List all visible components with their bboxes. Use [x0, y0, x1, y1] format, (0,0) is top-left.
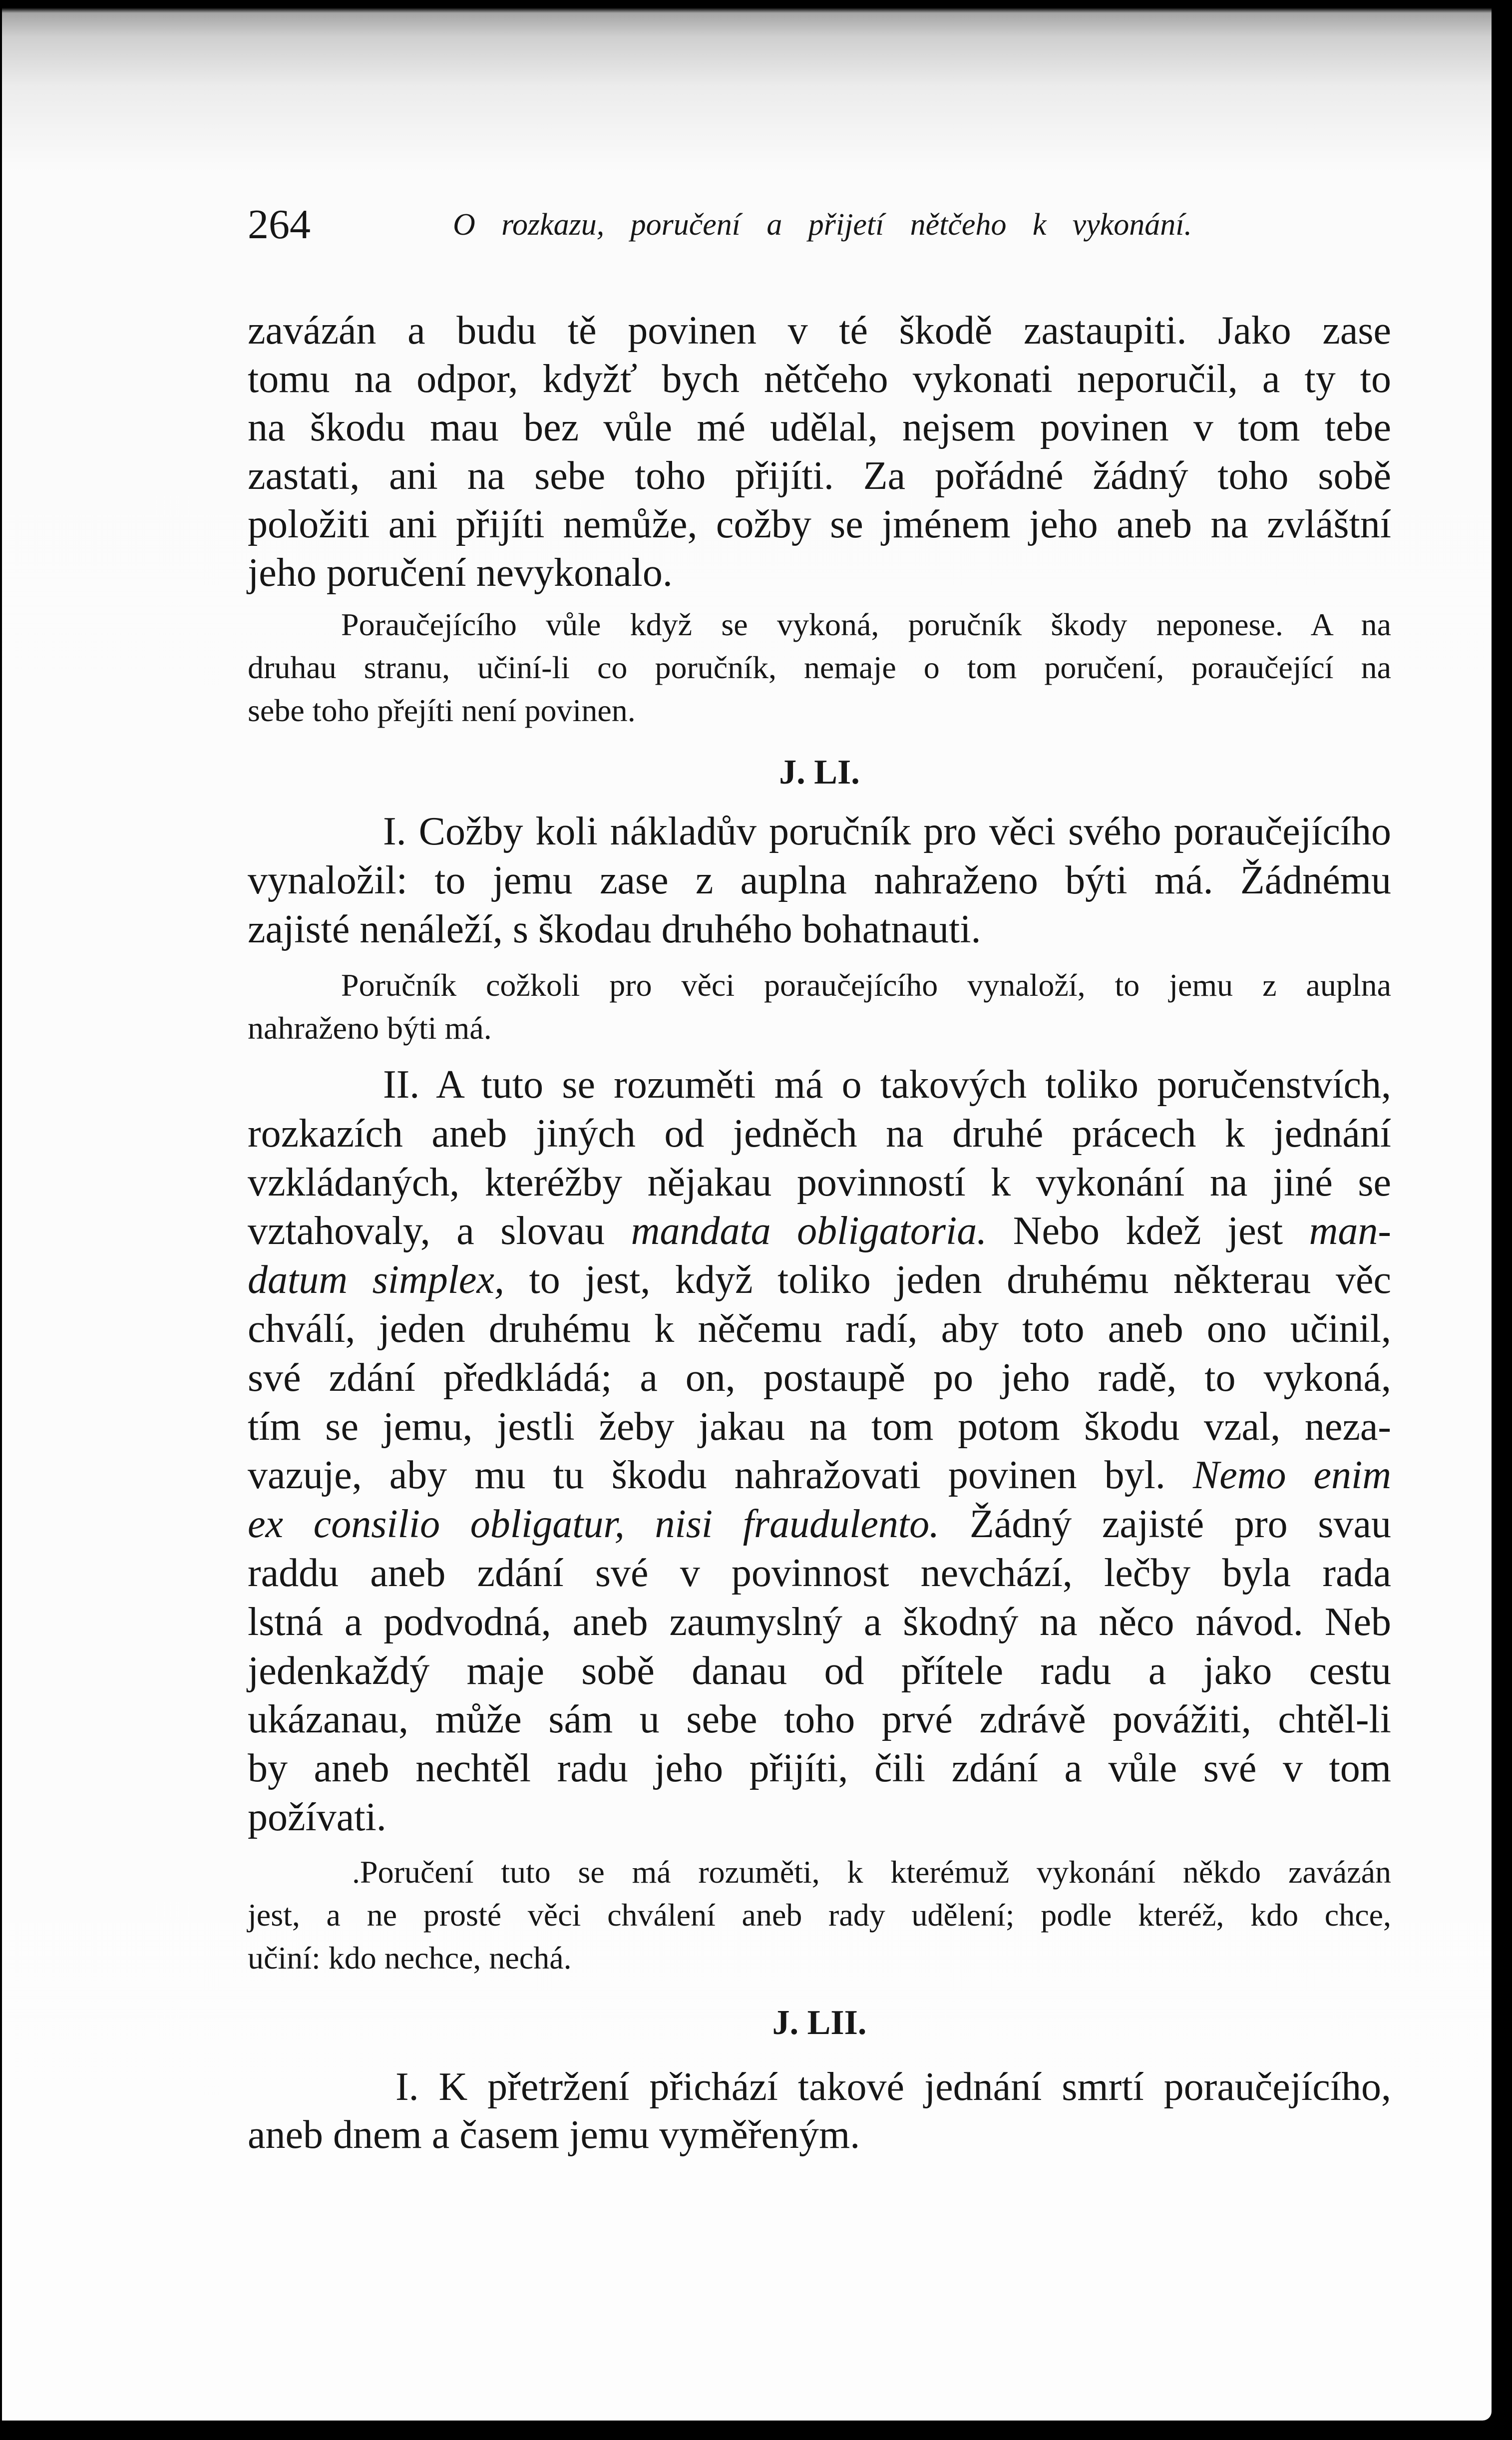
text-line — [248, 1207, 1391, 1256]
text-line: I. K přetržení přichází takové jednání smrtí poraučejícího, — [395, 2065, 1391, 2109]
text-line: lstná a podvodná, aneb zaumyslný a škodný na něco návod. Neb — [248, 1600, 1391, 1644]
footnote-summary — [248, 1851, 1391, 1980]
page-number: 264 — [248, 201, 311, 248]
text-line: ukázanau, může sám u sebe toho prvé zdrávě povážiti, chtěl-li — [248, 1697, 1391, 1742]
text-line — [248, 1451, 1391, 1500]
text-line: zastati, ani na sebe toho přijíti. Za pořádné žádný toho sobě — [248, 454, 1391, 498]
text-segment: Nebo kdež jest — [987, 1209, 1309, 1253]
footnote-summary — [248, 603, 1391, 732]
text-line: sebe toho přejíti není povinen. — [248, 693, 636, 728]
text-line: jest, a ne prosté věci chválení aneb rady udělení; podle kteréž, kdo chce, — [248, 1897, 1391, 1933]
paragraph — [248, 1061, 1391, 1842]
text-line: Poručník cožkoli pro věci poraučejícího vynaloží, to jemu z auplna — [341, 967, 1391, 1003]
text-line: položiti ani přijíti nemůže, cožby se jménem jeho aneb na zvláštní — [248, 502, 1391, 546]
section-heading — [248, 750, 1391, 795]
latin-italic-text: datum simplex, — [248, 1258, 504, 1302]
text-line: své zdání předkládá; a on, postaupě po jeho radě, to vykoná, — [248, 1355, 1391, 1400]
text-line: chválí, jeden druhému k něčemu radí, aby toto aneb ono učinil, — [248, 1306, 1391, 1351]
text-segment: vazuje, aby mu tu škodu nahražovati povinen byl. — [248, 1453, 1193, 1498]
running-title: O rozkazu, poručení a přijetí nětčeho k vykonání. — [453, 208, 1192, 242]
paragraph — [248, 2063, 1391, 2159]
text-line: jedenkaždý maje sobě danau od přítele radu a jako cestu — [248, 1648, 1391, 1693]
text-line — [248, 1256, 1391, 1305]
text-line: J. LI. — [779, 753, 860, 792]
text-line: nahraženo býti má. — [248, 1010, 492, 1046]
text-line: tomu na odpor, kdyžť bych nětčeho vykonati neporučil, a ty to — [248, 357, 1391, 401]
text-line: jeho poručení nevykonalo. — [248, 551, 673, 595]
text-line: raddu aneb zdání své v povinnost nevchází, lečby byla rada — [248, 1551, 1391, 1595]
text-line: J. LII. — [772, 2004, 867, 2042]
text-line: by aneb nechtěl radu jeho přijíti, čili zdání a vůle své v tom — [248, 1746, 1391, 1791]
paragraph — [248, 307, 1391, 597]
text-line: II. A tuto se rozuměti má o takových toliko poručenstvích, — [383, 1063, 1391, 1107]
text-line: .Poručení tuto se má rozuměti, k kterémuž vykonání někdo zavázán — [352, 1854, 1391, 1890]
book-page — [2, 7, 1492, 2421]
text-segment: vztahovaly, a slovau — [248, 1209, 631, 1253]
text-line: na škodu mau bez vůle mé udělal, nejsem povinen v tom tebe — [248, 406, 1391, 449]
latin-italic-text: mandata obligatoria. — [631, 1209, 987, 1253]
text-segment: Žádný zajisté pro svau — [939, 1502, 1391, 1547]
text-segment: to jest, když toliko jeden druhému některau věc — [504, 1258, 1392, 1302]
text-line: zavázán a budu tě povinen v té škodě zastaupiti. Jako zase — [248, 309, 1391, 353]
text-line: tím se jemu, jestli žeby jakau na tom potom škodu vzal, neza- — [248, 1404, 1391, 1449]
section-heading — [248, 2001, 1391, 2045]
latin-italic-text: ex consilio obligatur, nisi fraudulento. — [248, 1502, 940, 1547]
latin-italic-text: Nemo enim — [1192, 1453, 1391, 1498]
text-line: vynaložil: to jemu zase z auplna nahraženo býti má. Žádnému — [248, 858, 1391, 902]
text-line: rozkazích aneb jiných od jedněch na druhé prácech k jednání — [248, 1111, 1391, 1156]
text-line: požívati. — [248, 1795, 386, 1839]
text-line: druhau stranu, učiní-li co poručník, nemaje o tom poručení, poraučející na — [248, 650, 1391, 685]
text-line: zajisté nenáleží, s škodau druhého bohatnauti. — [248, 907, 981, 951]
text-line: I. Cožby koli nákladův poručník pro věci svého poraučejícího — [383, 810, 1391, 853]
text-line: učiní: kdo nechce, nechá. — [248, 1940, 572, 1976]
text-line: aneb dnem a časem jemu vyměřeným. — [248, 2113, 860, 2157]
text-line — [248, 1500, 1391, 1549]
scan-top-edge — [0, 0, 1512, 13]
text-line: Poraučejícího vůle když se vykoná, poručník škody neponese. A na — [341, 607, 1391, 642]
paragraph — [248, 807, 1391, 954]
latin-italic-text: man- — [1309, 1209, 1392, 1253]
footnote-summary — [248, 964, 1391, 1050]
text-line: vzkládaných, kteréžby nějakau povinností k vykonání na jiné se — [248, 1160, 1391, 1205]
